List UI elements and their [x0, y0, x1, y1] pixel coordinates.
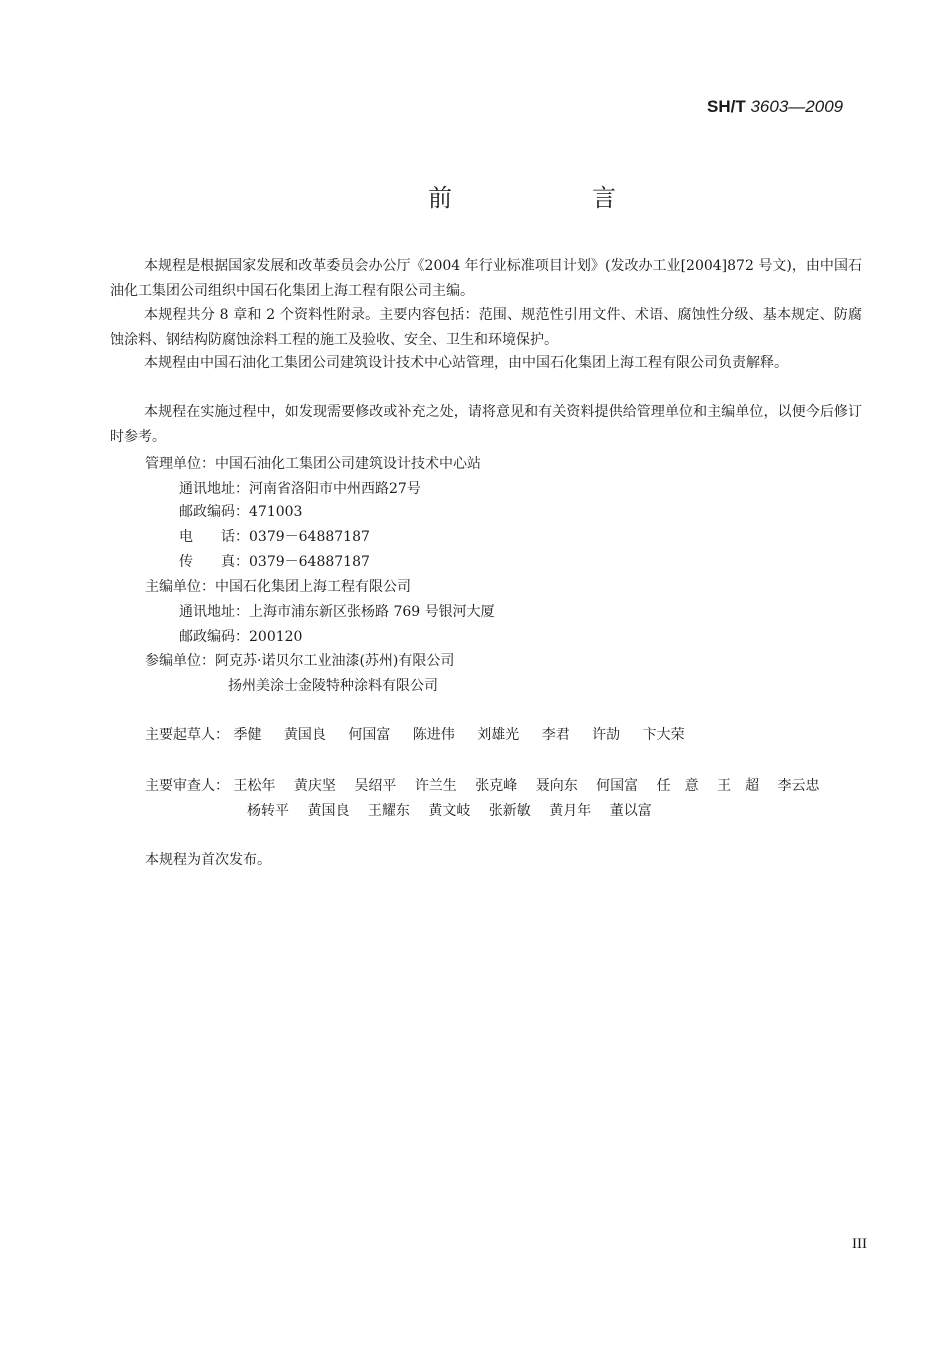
reviewer-name: 张克峰: [475, 778, 518, 794]
management-fax: [179, 551, 370, 571]
standard-code: [707, 97, 843, 117]
management-name: 中国石油化工集团公司建筑设计技术中心站: [215, 456, 481, 472]
reviewers-row-2: [247, 800, 652, 820]
management-fax-label: 传 真：: [179, 554, 249, 570]
management-address-label: 通讯地址：: [179, 481, 249, 497]
reviewers-row-1: [145, 775, 820, 795]
reviewer-name: 黄国良: [307, 803, 350, 819]
page-title: 前 言: [428, 184, 674, 212]
editor-address: [179, 601, 495, 621]
reviewers-label: 主要审查人：: [145, 778, 229, 794]
reviewer-name: 王松年: [233, 778, 276, 794]
drafter-name: 季健: [233, 727, 262, 743]
management-postcode-label: 邮政编码：: [179, 504, 249, 520]
paragraph-1: 本规程是根据国家发展和改革委员会办公厅《2004 年行业标准项目计划》(发改办工业[2004]872 号文)，由中国石油化工集团公司组织中国石化集团上海工程有限公司主编。: [110, 258, 862, 299]
editor-postcode-value: 200120: [249, 629, 303, 645]
management-label: 管理单位：: [145, 456, 215, 472]
reviewer-name: 李云忠: [777, 778, 820, 794]
reviewer-name: 杨转平: [247, 803, 289, 819]
paragraph-2: 本规程共分 8 章和 2 个资料性附录。主要内容包括：范围、规范性引用文件、术语、腐蚀性分级、基本规定、防腐蚀涂料、钢结构防腐蚀涂料工程的施工及验收、安全、卫生和环境保护。: [110, 307, 862, 348]
standard-prefix: SH/T: [707, 97, 746, 116]
reviewer-name: 董以富: [609, 803, 652, 819]
drafter-name: 卞大荣: [642, 727, 685, 743]
reviewer-name: 黄月年: [549, 803, 592, 819]
management-unit: [145, 453, 481, 473]
reviewer-name: 王 超: [717, 778, 760, 794]
participant-label: 参编单位：: [145, 653, 215, 669]
management-postcode-value: 471003: [249, 504, 303, 520]
reviewer-name: 聂向东: [535, 778, 578, 794]
management-fax-value: 0379－64887187: [249, 554, 370, 570]
reviewer-name: 任 意: [656, 778, 699, 794]
drafters: [145, 724, 703, 744]
editor-address-label: 通讯地址：: [179, 604, 249, 620]
drafter-name: 陈进伟: [412, 727, 455, 743]
paragraph-3: 本规程由中国石油化工集团公司建筑设计技术中心站管理，由中国石化集团上海工程有限公司负责解释。: [144, 355, 788, 371]
reviewer-name: 何国富: [596, 778, 639, 794]
editor-postcode: [179, 626, 302, 646]
management-phone: [179, 526, 370, 546]
management-postcode: [179, 501, 302, 521]
reviewer-name: 黄文岐: [428, 803, 471, 819]
drafters-label: 主要起草人：: [145, 727, 229, 743]
standard-number: 3603—2009: [750, 97, 844, 116]
reviewer-name: 黄庆坚: [293, 778, 336, 794]
drafter-name: 刘雄光: [477, 727, 520, 743]
drafter-name: 许劼: [592, 727, 621, 743]
reviewer-name: 吴绍平: [354, 778, 397, 794]
editor-unit: [145, 576, 411, 596]
editor-address-value: 上海市浦东新区张杨路 769 号银河大厦: [249, 604, 495, 620]
management-address: [179, 478, 421, 498]
management-phone-label: 电 话：: [179, 529, 249, 545]
paragraph-4: 本规程在实施过程中，如发现需要修改或补充之处，请将意见和有关资料提供给管理单位和主编单位，以便今后修订时参考。: [110, 404, 862, 445]
editor-postcode-label: 邮政编码：: [179, 629, 249, 645]
drafter-name: 何国富: [348, 727, 391, 743]
management-phone-value: 0379－64887187: [249, 529, 370, 545]
management-address-value: 河南省洛阳市中州西路27号: [249, 481, 421, 497]
editor-name: 中国石化集团上海工程有限公司: [215, 579, 411, 595]
page-number: III: [852, 1236, 867, 1252]
participant-unit: [145, 650, 454, 670]
editor-label: 主编单位：: [145, 579, 215, 595]
reviewer-name: 许兰生: [414, 778, 457, 794]
reviewer-name: 张新敏: [488, 803, 531, 819]
participant-name-2: 扬州美涂士金陵特种涂料有限公司: [228, 678, 438, 694]
drafter-name: 李君: [541, 727, 570, 743]
participant-name-1: 阿克苏·诺贝尔工业油漆(苏州)有限公司: [215, 653, 455, 669]
closing-statement: 本规程为首次发布。: [145, 852, 271, 868]
reviewer-name: 王耀东: [367, 803, 410, 819]
drafter-name: 黄国良: [283, 727, 326, 743]
